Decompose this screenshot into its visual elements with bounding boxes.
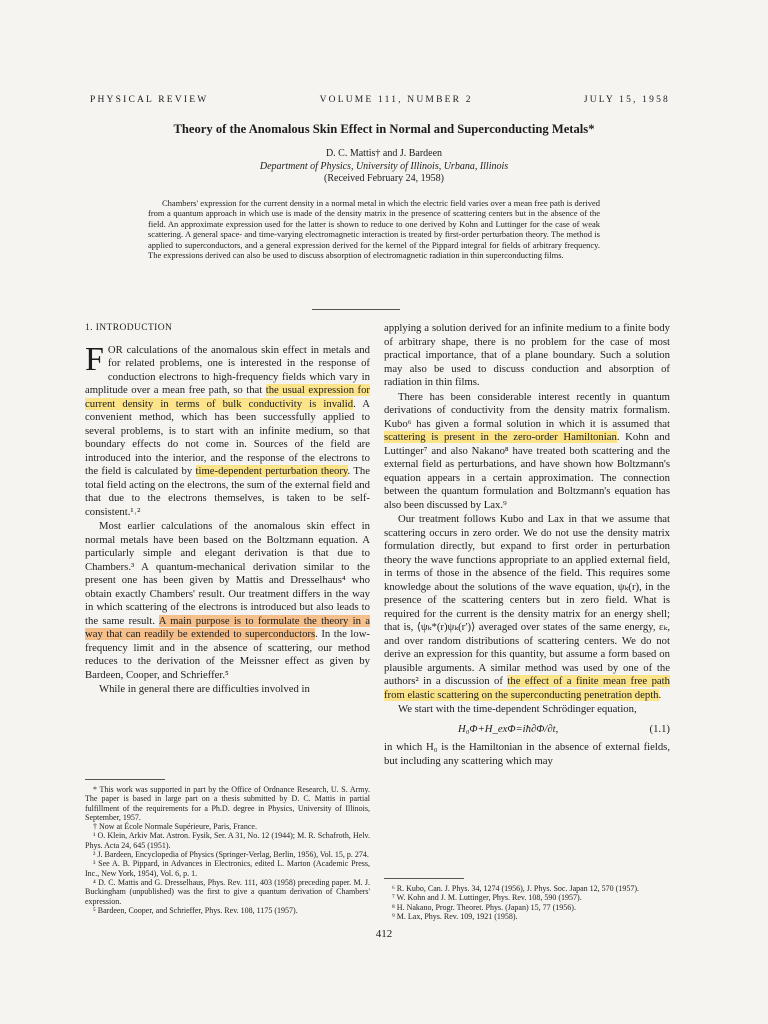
paragraph: Most earlier calculations of the anomalous skin effect in normal metals have been based on the Boltzmann equation. A particularly simple and elegant derivation is that due to Chambers.³ A quantum-mechanical derivation similar to the present one has been given by Mattis and Dresselhaus⁴ who obtain exactly Chambers' result. Our treatment differs in the way in which scattering of the electrons is introduced but also leads to the same result. A main purpose is to formulate the theory in a way that can readily be extended to superconductors. In the low-frequency limit and in the absence of scattering, our method reduces to the derivation of the Meissner effect as given by Bardeen, Cooper, and Schrieffer.⁵ <box>85 520 370 681</box>
paragraph: While in general there are difficulties involved in <box>99 683 310 695</box>
highlight: scattering is present in the zero-order Hamiltonian <box>384 431 617 443</box>
received-date: (Received February 24, 1958) <box>324 173 444 184</box>
equation-body: H₀Φ+H_exΦ=iħ∂Φ/∂t, <box>458 722 559 735</box>
author-block <box>60 148 708 186</box>
equation-number: (1.1) <box>649 722 670 735</box>
paragraph: FOR calculations of the anomalous skin effect in metals and for related problems, one is interested in the response of conduction electrons to high-frequency fields which vary in amplitude over a mean free path, so that the usual expression for current density in terms of bulk conductivity is invalid. A convenient method, which has been successfully applied to several problems, is to start with an infinite medium, so that boundary effects do not come in. Sources of the field are introduced into the interior, and the response of the electrons to the field is calculated by time-dependent perturbation theory. The total field acting on the electrons, the sum of the external field and that due to the electrons themselves, is taken to be self-consistent.¹˒² <box>85 340 370 518</box>
footnotes-left <box>85 773 370 915</box>
affiliation: Department of Physics, University of Illinois, Urbana, Illinois <box>259 160 509 172</box>
paragraph: in which H₀ is the Hamiltonian in the absence of external fields, but including any scattering which may <box>384 741 670 767</box>
footnotes-right <box>384 872 670 921</box>
footnote: ² J. Bardeen, Encyclopedia of Physics (Springer-Verlag, Berlin, 1956), Vol. 15, p. 274. <box>93 850 369 860</box>
footnote: † Now at École Normale Supérieure, Paris, France. <box>93 822 257 832</box>
paragraph: applying a solution derived for an infinite medium to a finite body of arbitrary shape, there is no problem for the case of most practical importance, that of a plane boundary. Such a solution may also be used to discuss conduction and absorption of radiation in thin films. <box>384 322 670 388</box>
journal-name: PHYSICAL REVIEW <box>90 95 209 105</box>
divider <box>312 309 400 310</box>
footnote: * This work was supported in part by the Office of Ordnance Research, U. S. Army. The paper is based in large part on a thesis submitted by D. C. Mattis in partial fulfillment of the requirements for a Ph.D. degree in Physics, University of Illinois, September, 1957. <box>85 785 370 822</box>
paper-title: Theory of the Anomalous Skin Effect in Normal and Superconducting Metals* <box>173 122 595 136</box>
footnote: ⁷ W. Kohn and J. M. Luttinger, Phys. Rev. 108, 590 (1957). <box>392 893 582 903</box>
left-column <box>85 322 370 698</box>
drop-cap: F <box>85 340 104 378</box>
highlight: time-dependent perturbation theory <box>195 465 348 477</box>
footnote: ⁴ D. C. Mattis and G. Dresselhaus, Phys. Rev. 111, 403 (1958) preceding paper. M. J. Buckingham (unpublished) was the first to give a quantum derivation of Chambers' expression. <box>85 877 370 906</box>
paragraph: Our treatment follows Kubo and Lax in that we assume that scattering occurs in zero order. We do not use the density matrix formulation directly, but expand to first order in perturbation theory the wave functions appropriate to an applied external field, in terms of those in the absence of the field. This requires some knowledge about the solutions of the wave equation, ψₖ(r), in the presence of the scattering centers but in zero field. What is required for the current is the density matrix for an energy shell; that is, ⟨ψₖ*(r)ψₖ(r′)⟩ averaged over states of the same energy, εₖ, and over random distributions of scattering centers. We do not derive an expression for this quantity, but assume a form based on plausible arguments. A similar method was used by one of the authors² in a discussion of the effect of a finite mean free path from elastic scattering on the superconducting penetration depth. <box>384 513 670 701</box>
footnote-rule <box>85 779 165 780</box>
page-number: 412 <box>375 928 393 940</box>
paragraph: We start with the time-dependent Schrödinger equation, <box>398 703 637 715</box>
footnote: ¹ O. Klein, Arkiv Mat. Astron. Fysik, Ser. A 31, No. 12 (1944); M. R. Schafroth, Helv. Phys. Acta 24, 645 (1951). <box>85 831 370 850</box>
footnote: ³ See A. B. Pippard, in Advances in Electronics, edited L. Marton (Academic Press, Inc., New York, 1954), Vol. 6, p. 1. <box>85 859 370 878</box>
highlight: A main purpose is to formulate the theory in a way that can readily be extended to superconductors <box>85 614 370 640</box>
highlight: the effect of a finite mean free path from elastic scattering on the superconducting penetration depth <box>384 675 670 701</box>
volume-info: VOLUME 111, NUMBER 2 <box>319 95 473 105</box>
authors: D. C. Mattis† and J. Bardeen <box>325 148 443 159</box>
highlight: the usual expression for current density in terms of bulk conductivity is invalid <box>85 384 370 410</box>
footnote: ⁶ R. Kubo, Can. J. Phys. 34, 1274 (1956), J. Phys. Soc. Japan 12, 570 (1957). <box>392 884 640 893</box>
footnote: ⁵ Bardeen, Cooper, and Schrieffer, Phys. Rev. 108, 1175 (1957). <box>93 905 298 915</box>
right-column <box>384 322 670 769</box>
section-heading: 1. INTRODUCTION <box>85 323 173 333</box>
equation <box>384 718 670 742</box>
footnote: ⁸ H. Nakano, Progr. Theoret. Phys. (Japan) 15, 77 (1956). <box>392 902 576 912</box>
running-header <box>90 95 670 105</box>
footnote-rule <box>384 878 464 879</box>
footnote: ⁹ M. Lax, Phys. Rev. 109, 1921 (1958). <box>392 911 518 921</box>
abstract: Chambers' expression for the current density in a normal metal in which the electric field varies over a mean free path is derived from a quantum approach in which use is made of the density matrix in the presence of scattering centers but in the absence of the field. An approximate expression used for the latter is shown to reduce to one derived by Kohn and Luttinger for the case of weak scattering. A general space- and time-varying electromagnetic interaction is treated by first-order perturbation theory. The method is applied to superconductors, and a general expression derived for the kernel of the Pippard integral for fields of arbitrary frequency. The expressions derived can also be used to discuss absorption of electromagnetic radiation in thin superconducting films. <box>148 198 600 261</box>
issue-date: JULY 15, 1958 <box>583 95 670 105</box>
paragraph: There has been considerable interest recently in quantum derivations of conductivity from the density matrix formalism. Kubo⁶ has given a formal solution in which it is assumed that scattering is present in the zero-order Hamiltonian. Kohn and Luttinger⁷ and also Nakano⁸ have treated both scattering and the external field as perturbations, and have shown how Boltzmann's equation appears in a certain approximation. The connection between the quantum formulation and Boltzmann's equation has also been discussed by Lax.⁹ <box>384 390 670 511</box>
